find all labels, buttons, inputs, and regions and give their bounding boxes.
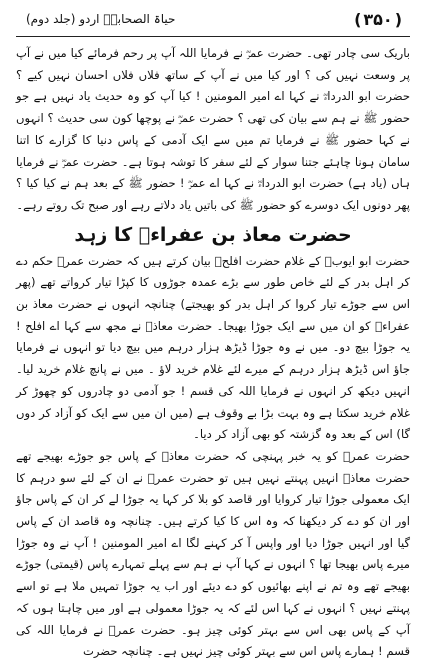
page-body <box>16 43 410 663</box>
page-number: ( ۳۵۰ ) <box>354 10 402 29</box>
section-heading: حضرت معاذ بن عفراءؓ کا زہد <box>74 223 352 246</box>
paragraph: حضرت عمرؓ کو یہ خبر پہنچی کہ حضرت معاذؓ کے پاس جو جوڑے بھیجے تھے حضرت معاذؓ انہیں پہنتے نہیں ہیں تو حضرت عمرؓ نے ان کے لئے سو درہم کا ایک معمولی جوڑا تیار کروایا اور قاصد کو بلا کر کہا یہ جوڑا لے کر ان کے پاس جاؤ اور ان کو دے کر دیکھنا کہ وہ اس کا کیا کرتے ہیں۔ چنانچہ وہ قاصد ان کے پاس گیا اور انہیں جوڑا دیا اور واپس آ کر کہنے لگا اے امیر المومنین ! آپ نے وہ جوڑا میرے پاس بھیجا تھا ؟ انہوں نے کہا آپ نے ہم سے پہلے تمہارے پاس (قیمتی) جوڑے بھیجے تھے وہ تم نے اپنے بھائیوں کو دے دیئے اور اب یہ جوڑا تمہیں ملا ہے تو اسے پہنتے نہیں ؟ انہوں نے کہا اس لئے کہ یہ جوڑا معمولی ہے اور میں چاہتا ہوں کہ آپ کے پاس بھی اس سے بہتر کوئی چیز ہو۔ حضرت عمرؓ نے فرمایا اللہ کی قسم ! ہمارے پاس اس سے بہتر کوئی چیز نہیں ہے۔ چنانچہ حضرت <box>16 448 410 659</box>
running-title: حیاۃ الصحابہؓ اردو (جلد دوم) <box>26 12 176 26</box>
page-header <box>16 8 410 37</box>
paragraph: باریک سی چادر تھی۔ حضرت عمرؓ نے فرمایا اللہ آپ پر رحم فرمائے کیا میں نے آپ پر وسعت نہیں کی ؟ اور کیا میں نے آپ کے ساتھ فلاں فلاں احسان نہیں کیے ؟ حضرت ابو الدرداءؓ نے کہا اے امیر المومنین ! کیا آپ کو وہ حدیث یاد نہیں ہے جو حضور ﷺ نے ہم سے بیان کی تھی ؟ حضرت عمرؓ نے پوچھا کون سی حدیث ؟ انہوں نے کہا حضور ﷺ نے فرمایا تم میں سے ایک آدمی کے پاس دنیا کا گزارے کا اتنا سامان ہونا چاہئے جتنا سوار کے لئے سفر کا توشہ ہوتا ہے۔ حضرت عمرؓ نے فرمایا ہاں (یاد ہے) حضرت ابو الدرداءؓ نے کہا اے عمرؓ ! حضور ﷺ کے بعد ہم نے کیا کیا ؟ پھر دونوں ایک دوسرے کو حضور ﷺ کی باتیں یاد دلاتے رہے اور صبح تک روتے رہے۔ <box>16 46 410 212</box>
paragraph: حضرت ابو ایوبؓ کے غلام حضرت افلحؒ بیان کرتے ہیں کہ حضرت عمرؓ حکم دے کر اہل بدر کے لئے خاص طور سے بڑے عمدہ جوڑوں کا کپڑا تیار کرواتے تھے (پھر اس سے جوڑے تیار کروا کر اہل بدر کو بھیجتے) چنانچہ انہوں نے حضرت معاذ بن عفراءؓ کو ان میں سے ایک جوڑا بھیجا۔ حضرت معاذؓ نے مجھ سے کہا اے افلح ! یہ جوڑا بیچ دو۔ میں نے وہ جوڑا ڈیڑھ ہزار درہم میں بیچ دیا تو انہوں نے فرمایا جاؤ اس ڈیڑھ ہزار درہم کے میرے لئے غلام خرید لاؤ ۔ میں نے پانچ غلام خرید لیا۔ انہیں دیکھ کر انہوں نے فرمایا اللہ کی قسم ! جو آدمی دو چادروں کو چھوڑ کر غلام خرید سکتا ہے وہ بہت بڑا بے وقوف ہے (میں ان میں سے ایک کو آزاد کر دوں گا) اس کے بعد وہ گزشتہ کو بھی آزاد کر دیا۔ <box>16 253 410 442</box>
